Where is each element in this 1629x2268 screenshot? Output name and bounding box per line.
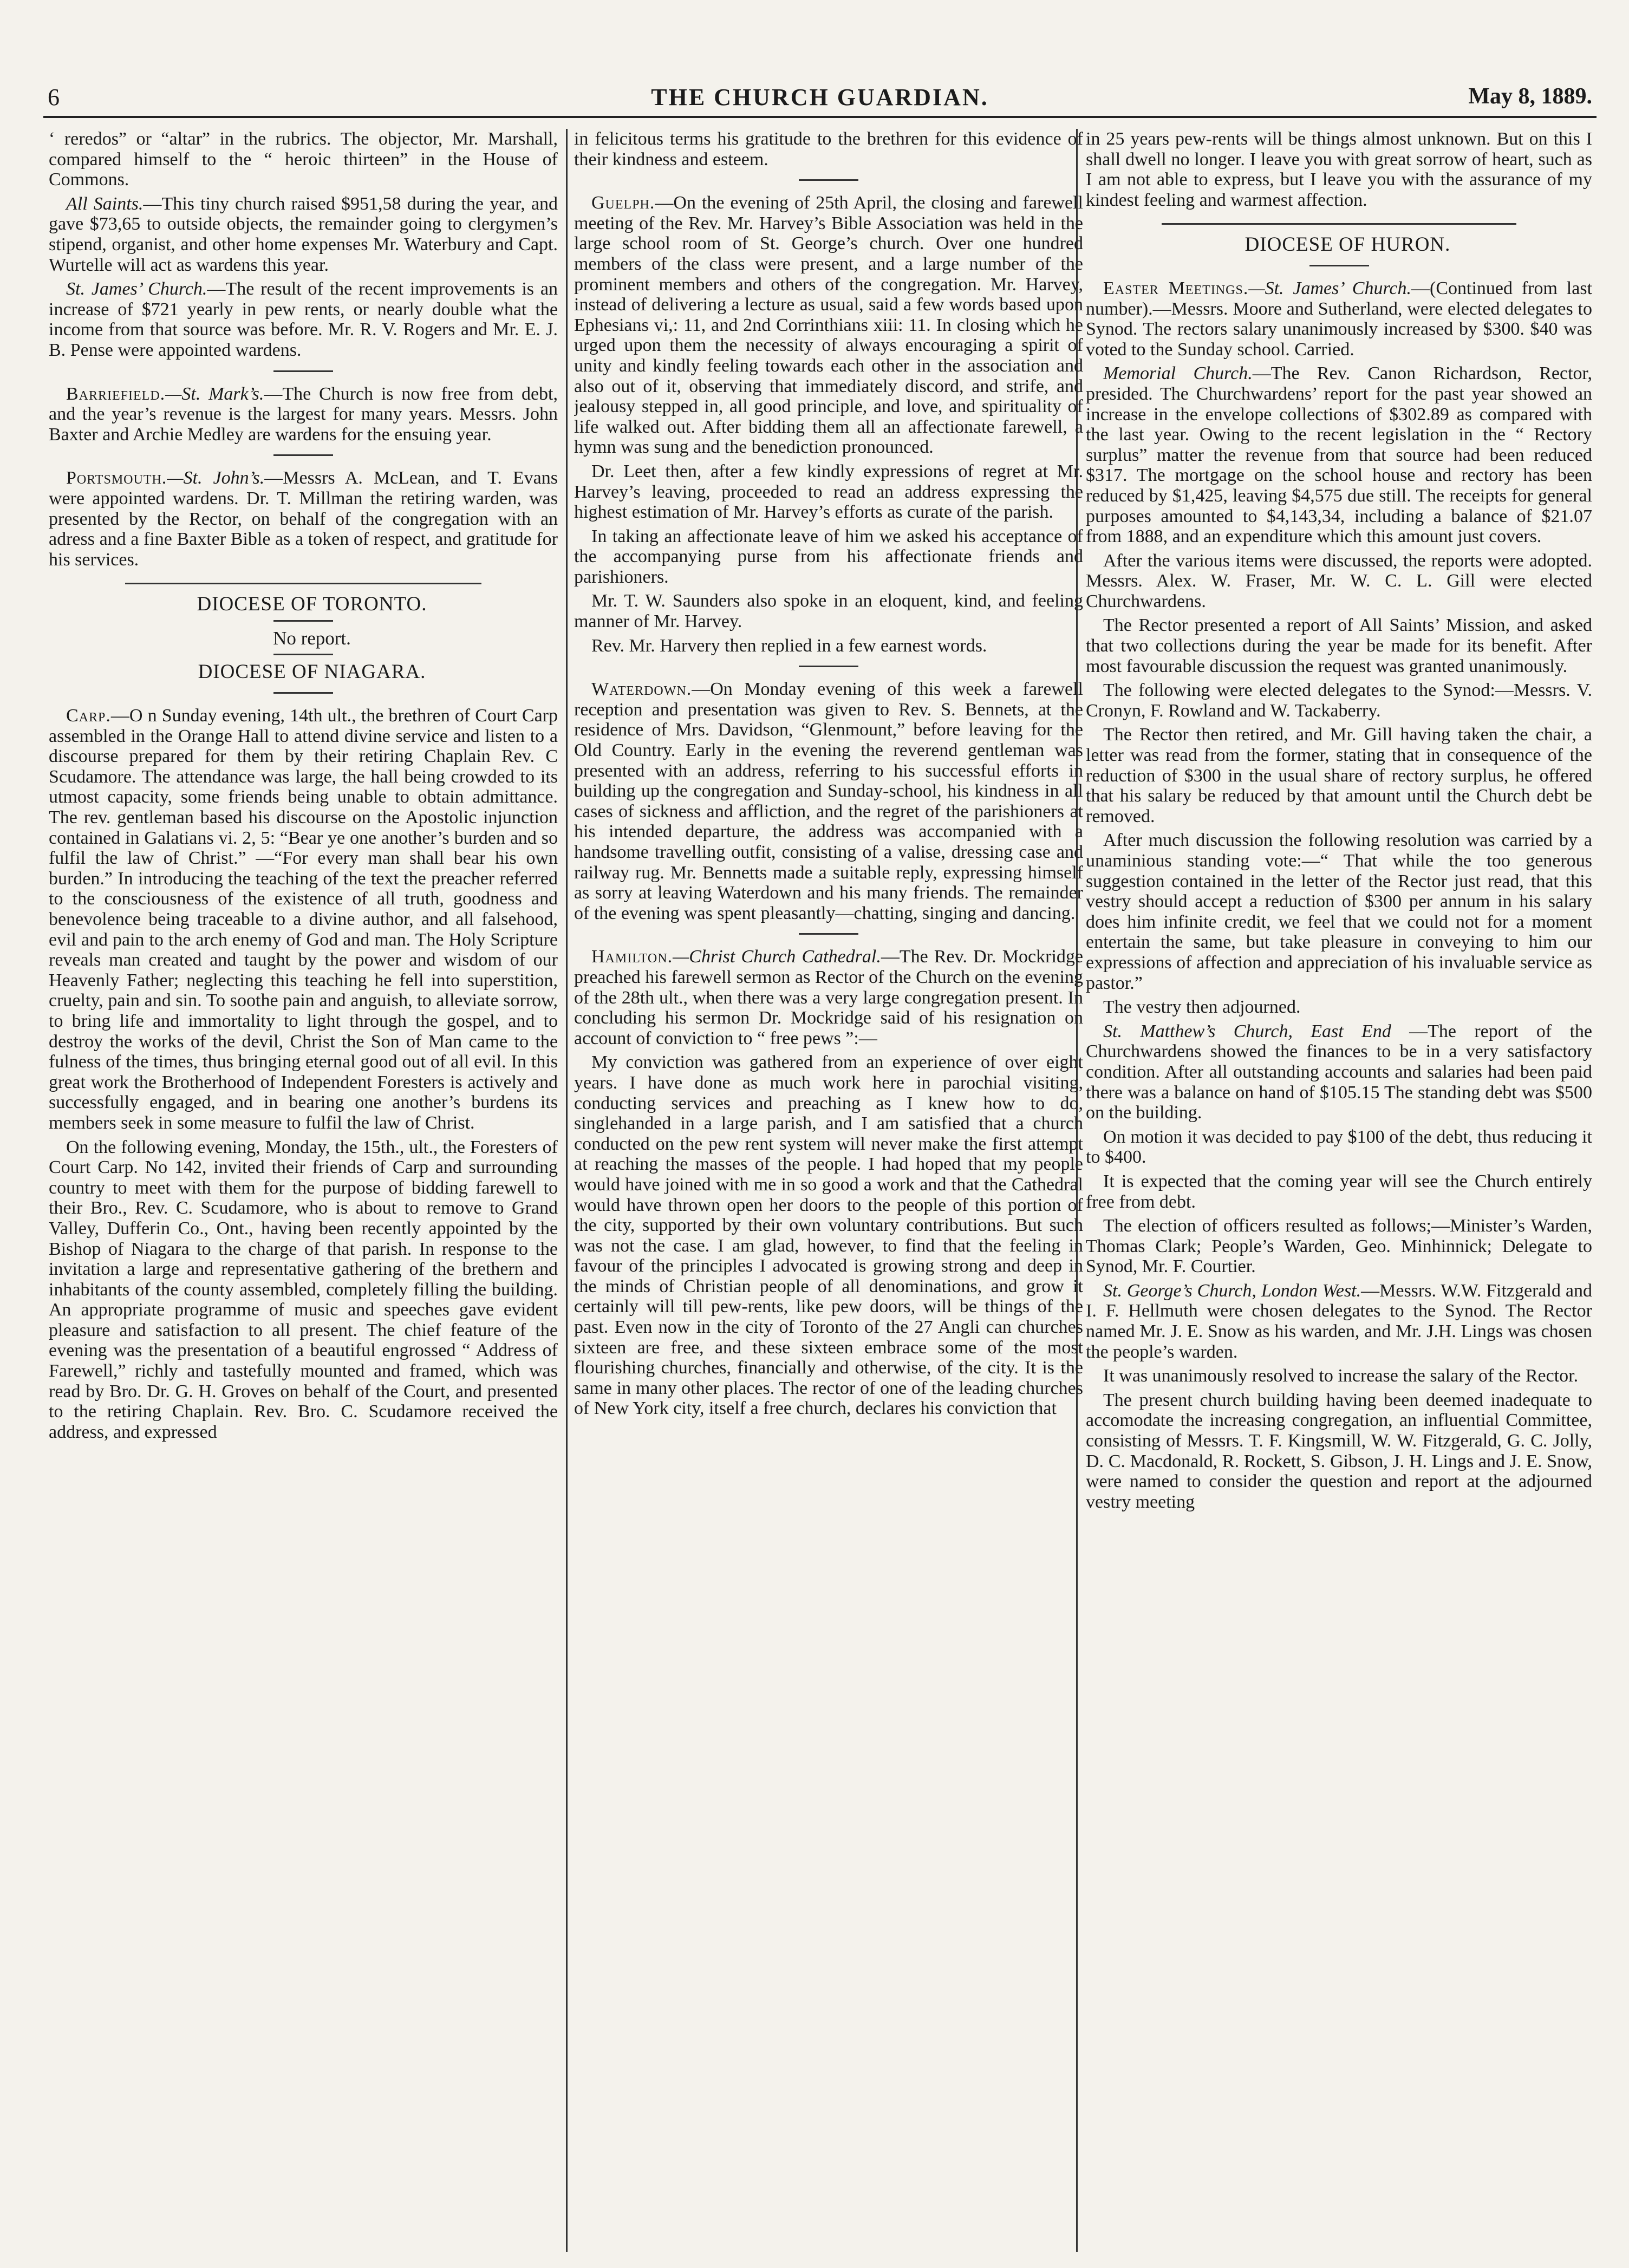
section-divider bbox=[1309, 265, 1369, 266]
column-3 bbox=[1086, 129, 1592, 2252]
paragraph: In taking an affectionate leave of him we asked his acceptance of the accompanying purse from his affectionate friends and parishioners. bbox=[574, 526, 1083, 587]
paragraph: Rev. Mr. Harvery then replied in a few earnest words. bbox=[591, 635, 987, 656]
paragraph: The Rector presented a report of All Saints’ Mission, and asked that two collections during the year be made for its benefit. After most favourable discussion the request was granted unanimously. bbox=[1086, 615, 1592, 676]
paragraph: It is expected that the coming year will see the Church entirely free from debt. bbox=[1086, 1171, 1592, 1212]
section-divider bbox=[125, 583, 481, 584]
newspaper-title: THE CHURCH GUARDIAN. bbox=[651, 84, 989, 110]
paragraph: The following were elected delegates to the Synod:—Messrs. V. Cronyn, F. Rowland and W. Tackaberry. bbox=[1086, 680, 1592, 721]
masthead bbox=[43, 81, 1597, 118]
paragraph: Carp.—O n Sunday evening, 14th ult., the brethren of Court Carp assembled in the Orange Hall to attend divine service and listen to a discourse prepared for them by their retiring Chaplain Rev. C Scudamore. The attendance was large, the hall being crowded to its utmost capacity, some friends being unable to obtain admittance. The rev. gentleman based his discourse on the Apostolic injunction contained in Galatians vi. 2, 5: “Bear ye one another’s burden and so fulfil the law of Christ.” —“For every man shall bear his own burden.” In introducing the teaching of the text the preacher referred to the consciousness of the existence of all truth, goodness and benevolence being traceable to a divine author, and all falsehood, evil and pain to the arch enemy of God and man. The Holy Scripture reveals man created and taught by the power and wisdom of our Heavenly Father; neglecting this teaching he fell into superstition, cruelty, pain and sin. To soothe pain and anguish, to alleviate sorrow, to bring life and immortality to light through the gospel, and to destroy the works of the devil, Christ the Son of Man came to the fulness of the times, thus bringing eternal good out of all evil. In this great work the Brotherhood of Independent Foresters is actively and successfully engaged, and in bearing one another’s burdens its members seek in some measure to fulfil the law of Christ. bbox=[49, 706, 558, 1133]
paragraph: Dr. Leet then, after a few kindly expressions of regret at Mr. Harvey’s leaving, proceeded to read an address expressing the highest estimation of Mr. Harvey’s efforts as curate of the parish. bbox=[574, 461, 1083, 523]
column-2 bbox=[574, 129, 1083, 2252]
paragraph: After much discussion the following resolution was carried by a unaminious standing vote:—“ That while the too generous suggestion contained in the letter of the Rector just read, that this vestry should accept a reduction of $300 per annum in his salary does him infinite credit, we feel that we could not for a moment entertain the same, but take pleasure in conveying to him our expressions of affection and appreciation of his invaluable service as pastor.” bbox=[1086, 830, 1592, 993]
section-divider bbox=[273, 692, 333, 694]
paragraph: Easter Meetings.—St. James’ Church.—(Continued from last number).—Messrs. Moore and Sutherland, were elected delegates to Synod. The rectors salary unanimously increased by $300. $40 was voted to the Sunday school. Carried. bbox=[1086, 278, 1592, 360]
issue-date: May 8, 1889. bbox=[1468, 84, 1592, 109]
paragraph: The Rector then retired, and Mr. Gill having taken the chair, a letter was read from the former, stating that in consequence of the reduction of $300 in the usual share of rectory surplus, he offered that his salary be reduced by that amount until the Church debt be removed. bbox=[1086, 725, 1592, 826]
paragraph: Barriefield.—St. Mark’s.—The Church is now free from debt, and the year’s revenue is the largest for many years. Messrs. John Baxter and Archie Medley are wardens for the ensuing year. bbox=[49, 383, 558, 445]
paragraph: The vestry then adjourned. bbox=[1103, 997, 1301, 1018]
paragraph: in felicitous terms his gratitude to the brethren for this evidence of their kindness and esteem. bbox=[574, 129, 1083, 170]
section-divider bbox=[1162, 223, 1516, 225]
section-divider bbox=[273, 620, 333, 622]
page-number: 6 bbox=[48, 84, 60, 110]
paragraph: The election of officers resulted as follows;—Minister’s Warden, Thomas Clark; People’s Warden, Geo. Minhinnick; Delegate to Synod, Mr. F. Courtier. bbox=[1086, 1216, 1592, 1277]
paragraph: Waterdown.—On Monday evening of this week a farewell reception and presentation was given to Rev. S. Bennets, at the residence of Mrs. Davidson, “Glenmount,” before leaving for the Old Country. Early in the evening the reverend gentleman was presented with an address, referring to his successful efforts in building up the congregation and Sunday-school, his kindness in all cases of sickness and affliction, and the regret of the parishioners at his intended departure, the address was accompanied with a handsome travelling outfit, consisting of a valise, dressing case and railway rug. Mr. Bennetts made a suitable reply, expressing himself as sorry at leaving Waterdown and his many friends. The remainder of the evening was spent pleasantly—chatting, singing and dancing. bbox=[574, 679, 1083, 923]
section-divider bbox=[799, 179, 858, 181]
paragraph: It was unanimously resolved to increase the salary of the Rector. bbox=[1103, 1366, 1579, 1386]
no-report-note: No report. bbox=[273, 627, 351, 649]
section-divider bbox=[799, 933, 858, 935]
paragraph: ‘ reredos” or “altar” in the rubrics. The objector, Mr. Marshall, compared himself to the “ heroic thirteen” in the House of Commons. bbox=[49, 129, 558, 190]
paragraph: Hamilton.—Christ Church Cathedral.—The Rev. Dr. Mockridge preached his farewell sermon as Rector of the Church on the evening of the 28th ult., when there was a very large congregation present. In concluding his sermon Dr. Mockridge said of his resignation on account of conviction to “ free pews ”:— bbox=[574, 947, 1083, 1048]
section-divider bbox=[799, 666, 858, 667]
paragraph: My conviction was gathered from an experience of over eight years. I have done as much work here in parochial visiting, conducting services and preaching as I knew how to do, singlehanded in a large parish, and I am satisfied that a church conducted on the pew rent system will never make the first attempt at reaching the masses of the people. I had hoped that my people would have joined with me in so good a work and that the Cathedral would have thrown open her doors to the people of this portion of the city, supported by their own voluntary contributions. But such was not the case. I am glad, however, to find that the feeling in favour of the principles I advocated is growing strong and deep in the minds of Christian people of all denominations, and grow it certainly will till pew-rents, like pew doors, will be things of the past. Even now in the city of Toronto of the 27 Angli can churches sixteen are free, and these sixteen embrace some of the most flourishing churches, financially and otherwise, of the city. It is the same in many other places. The rector of one of the leading churches of New York city, itself a free church, declares his conviction that bbox=[574, 1052, 1083, 1419]
section-divider bbox=[273, 654, 333, 655]
paragraph: All Saints.—This tiny church raised $951,58 during the year, and gave $73,65 to outside objects, the remainder going to clergymen’s stipend, organist, and other home expenses Mr. Waterbury and Capt. Wurtelle will act as wardens this year. bbox=[49, 193, 558, 275]
paragraph: St. George’s Church, London West.—Messrs. W.W. Fitzgerald and I. F. Hellmuth were chosen delegates to the Synod. The Rector named Mr. J. E. Snow as his warden, and Mr. J.H. Lings was chosen the people’s warden. bbox=[1086, 1280, 1592, 1362]
column-1 bbox=[49, 129, 558, 2252]
column-rule bbox=[566, 129, 568, 2252]
paragraph: On the following evening, Monday, the 15th., ult., the Foresters of Court Carp. No 142, invited their friends of Carp and surrounding country to meet with them for the purpose of bidding farewell to their Bro., Rev. C. Scudamore, who is about to remove to Grand Valley, Dufferin Co., Ont., having been recently appointed by the Bishop of Niagara to the charge of that parish. In response to the invitation a large and representative gathering of the brethern and inhabitants of the county assembled, completely filling the building. An appropriate programme of music and speeches gave evident pleasure and satisfaction to all present. The chief feature of the evening was the presentation of a beautiful engrossed “ Address of Farewell,” richly and tastefully mounted and framed, which was read by Bro. Dr. G. H. Groves on behalf of the Court, and presented to the retiring Chaplain. Rev. Bro. C. Scudamore received the address, and expressed bbox=[49, 1137, 558, 1442]
paragraph: On motion it was decided to pay $100 of the debt, thus reducing it to $400. bbox=[1086, 1126, 1592, 1168]
section-heading: DIOCESE OF TORONTO. bbox=[197, 593, 427, 616]
paragraph: in 25 years pew-rents will be things almost unknown. But on this I shall dwell no longer. I leave you with great sorrow of heart, such as I am not able to express, but I leave you with the assurance of my kindest feeling and warmest affection. bbox=[1086, 129, 1592, 210]
paragraph: St. James’ Church.—The result of the recent improvements is an increase of $721 yearly in pew rents, or nearly double what the income from that source was before. Mr. R. V. Rogers and Mr. E. J. B. Pense were appointed wardens. bbox=[49, 279, 558, 360]
paragraph: Guelph.—On the evening of 25th April, the closing and farewell meeting of the Rev. Mr. Harvey’s Bible Association was held in the large school room of St. George’s church. Over one hundred members of the class were present, and a large number of the prominent members and others of the congregation. Mr. Harvey, instead of delivering a lecture as usual, said a few words based upon Ephesians vi,: 11, and 2nd Corrinthians xiii: 11. In closing which he urged upon them the necessity of always encouraging a spirit of unity and kindly feeling towards each other in the association and also out of it, observing that immediately discord, and strife, and jealousy stepped in, all good principle, and love, and spirituality of life walked out. After bidding them all an affectionate farewell, a hymn was sung and the benediction pronounced. bbox=[574, 193, 1083, 458]
section-heading: DIOCESE OF HURON. bbox=[1244, 233, 1451, 256]
paragraph: The present church building having been deemed inadequate to accomodate the increasing congregation, an influential Committee, consisting of Messrs. T. F. Kingsmill, W. W. Fitzgerald, G. C. Jolly, D. C. Macdonald, R. Rockett, S. Gibson, J. H. Lings and J. E. Snow, were named to consider the question and report at the adjourned vestry meeting bbox=[1086, 1390, 1592, 1512]
section-divider bbox=[273, 370, 333, 372]
section-divider bbox=[273, 454, 333, 456]
paragraph: Portsmouth.—St. John’s.—Messrs A. McLean, and T. Evans were appointed wardens. Dr. T. Millman the retiring warden, was presented by the Rector, on behalf of the congregation with an adress and a fine Baxter Bible as a token of respect, and gratitude for his services. bbox=[49, 468, 558, 570]
paragraph: Mr. T. W. Saunders also spoke in an eloquent, kind, and feeling manner of Mr. Harvey. bbox=[574, 591, 1083, 632]
section-heading: DIOCESE OF NIAGARA. bbox=[198, 661, 426, 683]
paragraph: St. Matthew’s Church, East End —The report of the Churchwardens showed the finances to be in a very satisfactory condition. After all outstanding accounts and salaries had been paid there was a balance on hand of $105.15 The standing debt was $500 on the building. bbox=[1086, 1021, 1592, 1123]
paragraph: Memorial Church.—The Rev. Canon Richardson, Rector, presided. The Churchwardens’ report for the past year showed an increase in the envelope collections of $302.89 as compared with the last year. Owing to the recent legislation in the “ Rectory surplus” matter the revenue from that source had been reduced $317. The mortgage on the school house and rectory has been reduced by $1,425, leaving $4,575 due still. The receipts for general purposes amounted to $4,143,34, including a balance of $21.07 from 1888, and an expenditure which this amount just covers. bbox=[1086, 363, 1592, 547]
paragraph: After the various items were discussed, the reports were adopted. Messrs. Alex. W. Fraser, Mr. W. C. L. Gill were elected Churchwardens. bbox=[1086, 550, 1592, 611]
